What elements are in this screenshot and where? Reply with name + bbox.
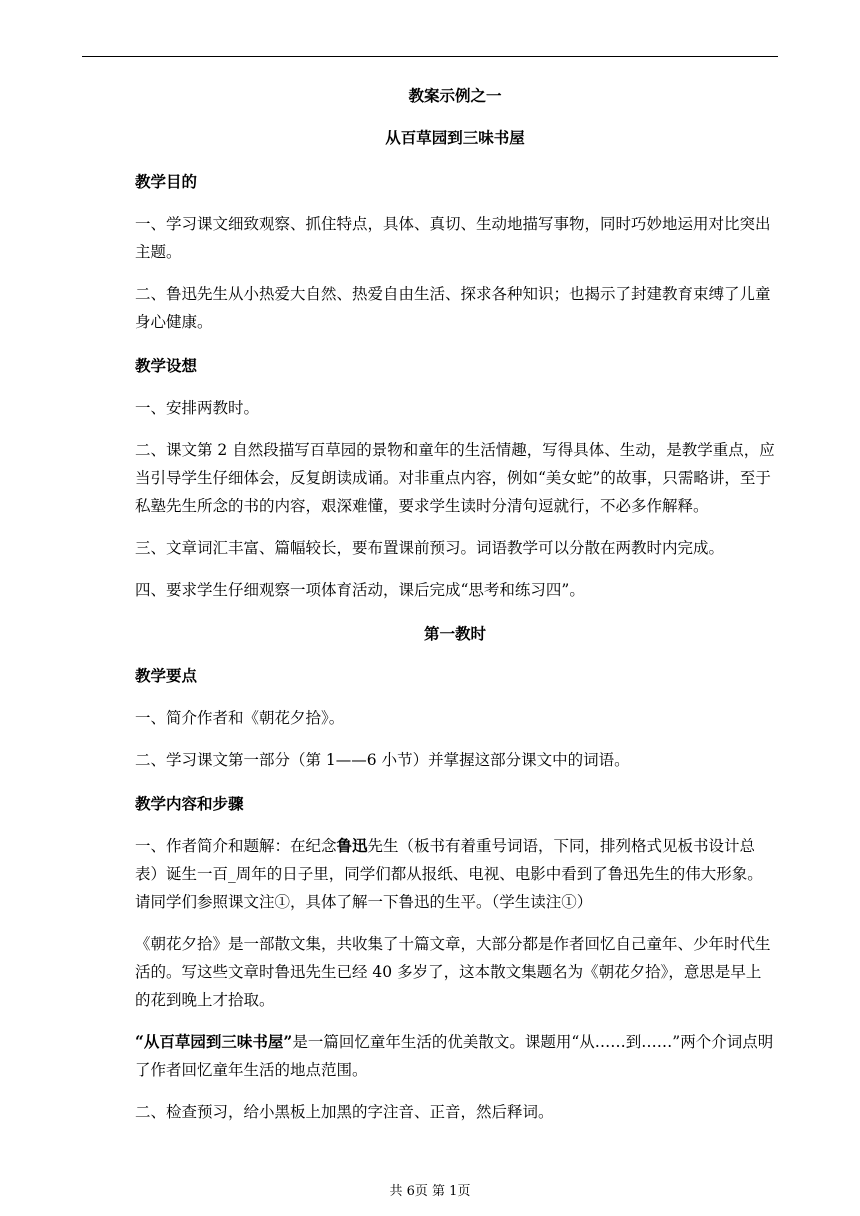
document-body — [135, 82, 775, 1126]
goal-1: 一、学习课文细致观察、抓住特点，具体、真切、生动地描写事物，同时巧妙地运用对比突出主题。 — [135, 215, 771, 261]
step-1 — [135, 832, 775, 916]
idea-2: 二、课文第 2 自然段描写百草园的景物和童年的生活情趣，写得具体、生动，是教学重点，应当引导学生仔细体会，反复朗读成诵。对非重点内容，例如“美女蛇”的故事，只需略讲，至于私塾先生所念的书的内容，艰深难懂，要求学生读时分清句逗就行，不必多作解释。 — [135, 441, 775, 515]
heading-goal: 教学目的 — [135, 172, 198, 191]
step-1-para-2: 《朝花夕拾》是一部散文集，共收集了十篇文章，大部分都是作者回忆自己童年、少年时代生活的。写这些文章时鲁迅先生已经 40 多岁了，这本散文集题名为《朝花夕拾》，意思是早上的花到晚上才拾取。 — [135, 935, 771, 1009]
heading-steps: 教学内容和步骤 — [135, 794, 244, 813]
idea-1: 一、安排两教时。 — [135, 399, 260, 417]
step-1-rest: 先生（板书有着重号词语，下同，排列格式见板书设计总表）诞生一百_周年的日子里，同学们都从报纸、电视、电影中看到了鲁迅先生的伟大形象。请同学们参照课文注①，具体了解一下鲁迅的生平。（学生读注①） — [135, 837, 763, 911]
idea-3: 三、文章词汇丰富、篇幅较长，要布置课前预习。词语教学可以分散在两教时内完成。 — [135, 539, 725, 557]
doc-subtitle: 从百草园到三味书屋 — [385, 128, 525, 147]
heading-points: 教学要点 — [135, 666, 198, 685]
heading-idea: 教学设想 — [135, 356, 198, 375]
heading-lesson-1: 第一教时 — [423, 624, 486, 643]
header-rule — [82, 56, 778, 57]
step-2: 二、检查预习，给小黑板上加黑的字注音、正音，然后释词。 — [135, 1103, 554, 1121]
step-1-bold-name: 鲁迅 — [336, 836, 368, 855]
doc-title: 教案示例之一 — [408, 86, 502, 105]
step-1-para-3-rest: 是一篇回忆童年生活的优美散文。课题用“从……到……”两个介词点明了作者回忆童年生活的地点范围。 — [135, 1033, 774, 1079]
step-1-intro: 一、作者简介和题解：在纪念 — [135, 837, 337, 855]
point-1: 一、简介作者和《朝花夕拾》。 — [135, 709, 345, 727]
point-2: 二、学习课文第一部分（第 1——6 小节）并掌握这部分课文中的词语。 — [135, 751, 630, 769]
page-footer: 共 6页 第 1页 — [389, 1184, 471, 1199]
step-1-para-3 — [135, 1028, 775, 1084]
step-1-para-3-title: “从百草园到三味书屋” — [135, 1032, 293, 1051]
goal-2: 二、鲁迅先生从小热爱大自然、热爱自由生活、探求各种知识；也揭示了封建教育束缚了儿童身心健康。 — [135, 285, 771, 331]
idea-4: 四、要求学生仔细观察一项体育活动，课后完成“思考和练习四”。 — [135, 581, 585, 599]
